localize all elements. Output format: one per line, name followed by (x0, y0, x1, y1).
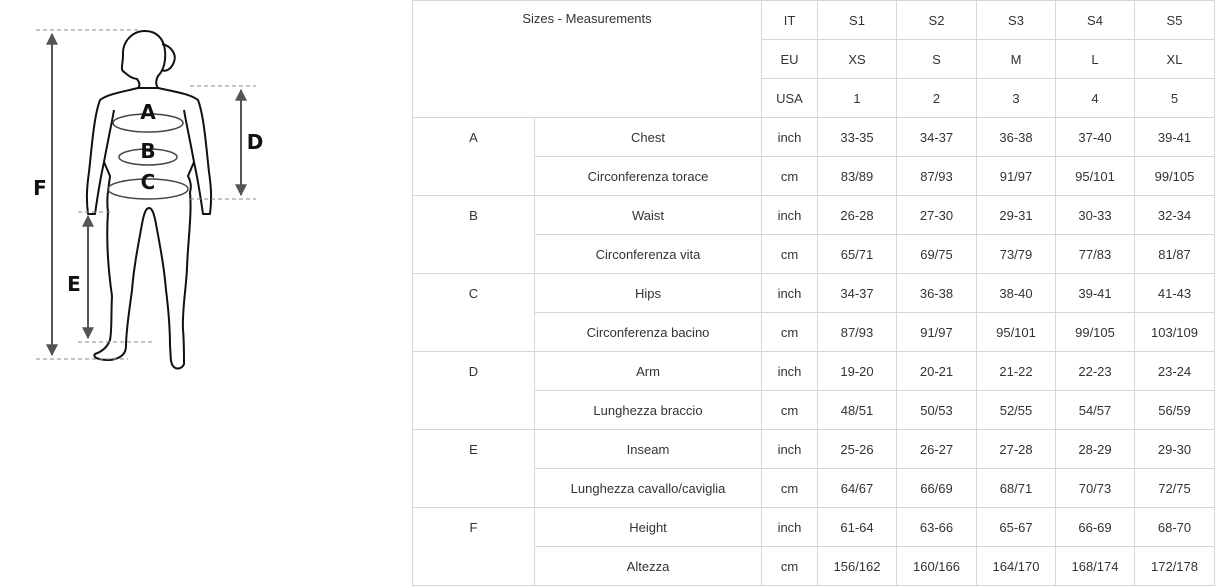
measurement-name: Waist (535, 196, 762, 235)
measurement-value: 164/170 (977, 547, 1056, 586)
measurement-value: 54/57 (1056, 391, 1135, 430)
measurement-value: 95/101 (977, 313, 1056, 352)
measurement-unit: inch (762, 274, 818, 313)
body-measurement-figure (0, 0, 300, 400)
table-row (413, 196, 1215, 235)
measurement-name: Circonferenza torace (535, 157, 762, 196)
label-a: A (140, 100, 156, 124)
table-title: Sizes - Measurements (413, 1, 762, 118)
size-value: S3 (977, 1, 1056, 40)
measurement-value: 25-26 (818, 430, 897, 469)
measurement-value: 63-66 (897, 508, 977, 547)
measurement-value: 34-37 (818, 274, 897, 313)
measurement-value: 81/87 (1135, 235, 1215, 274)
measurement-value: 99/105 (1135, 157, 1215, 196)
measurement-value: 26-27 (897, 430, 977, 469)
size-value: XL (1135, 40, 1215, 79)
size-value: L (1056, 40, 1135, 79)
measurement-unit: cm (762, 391, 818, 430)
measurement-name: Height (535, 508, 762, 547)
measurement-value: 99/105 (1056, 313, 1135, 352)
label-e: E (67, 272, 81, 296)
measurement-value: 87/93 (818, 313, 897, 352)
measurement-name: Circonferenza vita (535, 235, 762, 274)
measurement-unit: cm (762, 547, 818, 586)
measurement-code: A (413, 118, 535, 196)
label-d: D (246, 130, 264, 154)
size-system-row (413, 1, 1215, 40)
measurement-value: 29-31 (977, 196, 1056, 235)
size-value: 2 (897, 79, 977, 118)
size-value: 5 (1135, 79, 1215, 118)
size-value: 1 (818, 79, 897, 118)
measurement-unit: inch (762, 118, 818, 157)
measurement-value: 52/55 (977, 391, 1056, 430)
measurement-value: 26-28 (818, 196, 897, 235)
measurement-value: 28-29 (1056, 430, 1135, 469)
measurement-value: 56/59 (1135, 391, 1215, 430)
size-value: S (897, 40, 977, 79)
measurement-value: 83/89 (818, 157, 897, 196)
measurement-value: 103/109 (1135, 313, 1215, 352)
measurement-unit: inch (762, 196, 818, 235)
measurement-value: 23-24 (1135, 352, 1215, 391)
measurement-value: 91/97 (977, 157, 1056, 196)
measurement-unit: inch (762, 352, 818, 391)
size-value: S5 (1135, 1, 1215, 40)
measurement-code: E (413, 430, 535, 508)
size-chart-body (413, 1, 1215, 586)
measurement-value: 160/166 (897, 547, 977, 586)
size-value: S1 (818, 1, 897, 40)
measurement-value: 65-67 (977, 508, 1056, 547)
table-row (413, 352, 1215, 391)
measurement-value: 37-40 (1056, 118, 1135, 157)
measurement-value: 87/93 (897, 157, 977, 196)
size-system-label: EU (762, 40, 818, 79)
table-row (413, 508, 1215, 547)
measurement-value: 50/53 (897, 391, 977, 430)
measurement-code: F (413, 508, 535, 586)
measurement-value: 39-41 (1056, 274, 1135, 313)
measurement-value: 68/71 (977, 469, 1056, 508)
measurement-unit: cm (762, 313, 818, 352)
table-row (413, 274, 1215, 313)
measurement-name: Altezza (535, 547, 762, 586)
measurement-value: 72/75 (1135, 469, 1215, 508)
measurement-name: Inseam (535, 430, 762, 469)
measurement-value: 36-38 (977, 118, 1056, 157)
measurement-value: 33-35 (818, 118, 897, 157)
measurement-value: 27-30 (897, 196, 977, 235)
measurement-name: Lunghezza cavallo/caviglia (535, 469, 762, 508)
measurement-value: 70/73 (1056, 469, 1135, 508)
size-value: 4 (1056, 79, 1135, 118)
measurement-value: 39-41 (1135, 118, 1215, 157)
measurement-value: 21-22 (977, 352, 1056, 391)
measurement-value: 73/79 (977, 235, 1056, 274)
measurement-name: Hips (535, 274, 762, 313)
measurement-value: 34-37 (897, 118, 977, 157)
measurement-value: 91/97 (897, 313, 977, 352)
measurement-labels (33, 100, 263, 296)
measurement-name: Circonferenza bacino (535, 313, 762, 352)
measurement-unit: cm (762, 157, 818, 196)
measurement-value: 77/83 (1056, 235, 1135, 274)
size-value: XS (818, 40, 897, 79)
size-value: S2 (897, 1, 977, 40)
measurement-name: Arm (535, 352, 762, 391)
label-f: F (33, 176, 47, 200)
measurement-value: 69/75 (897, 235, 977, 274)
measurement-code: D (413, 352, 535, 430)
measurement-value: 64/67 (818, 469, 897, 508)
size-system-label: IT (762, 1, 818, 40)
measurement-value: 172/178 (1135, 547, 1215, 586)
measurement-value: 30-33 (1056, 196, 1135, 235)
size-value: 3 (977, 79, 1056, 118)
measurement-code: C (413, 274, 535, 352)
measurement-value: 27-28 (977, 430, 1056, 469)
measurement-value: 61-64 (818, 508, 897, 547)
measurement-value: 65/71 (818, 235, 897, 274)
measurement-value: 156/162 (818, 547, 897, 586)
size-system-label: USA (762, 79, 818, 118)
measurement-value: 22-23 (1056, 352, 1135, 391)
size-value: M (977, 40, 1056, 79)
measurement-value: 95/101 (1056, 157, 1135, 196)
measurement-code: B (413, 196, 535, 274)
measurement-value: 48/51 (818, 391, 897, 430)
measurement-value: 29-30 (1135, 430, 1215, 469)
label-b: B (140, 139, 156, 163)
measurement-value: 66/69 (897, 469, 977, 508)
measurement-unit: inch (762, 508, 818, 547)
measurement-value: 19-20 (818, 352, 897, 391)
measurement-name: Lunghezza braccio (535, 391, 762, 430)
measurement-value: 66-69 (1056, 508, 1135, 547)
table-row (413, 118, 1215, 157)
measurement-value: 36-38 (897, 274, 977, 313)
measurement-value: 168/174 (1056, 547, 1135, 586)
measurement-value: 32-34 (1135, 196, 1215, 235)
size-chart-table (412, 0, 1215, 586)
measurement-arrows (52, 34, 241, 355)
measurement-guides (36, 30, 256, 359)
measurement-value: 38-40 (977, 274, 1056, 313)
size-value: S4 (1056, 1, 1135, 40)
measurement-value: 68-70 (1135, 508, 1215, 547)
measurement-value: 20-21 (897, 352, 977, 391)
measurement-unit: inch (762, 430, 818, 469)
label-c: C (140, 170, 156, 194)
measurement-unit: cm (762, 469, 818, 508)
measurement-value: 41-43 (1135, 274, 1215, 313)
table-row (413, 430, 1215, 469)
measurement-name: Chest (535, 118, 762, 157)
measurement-unit: cm (762, 235, 818, 274)
